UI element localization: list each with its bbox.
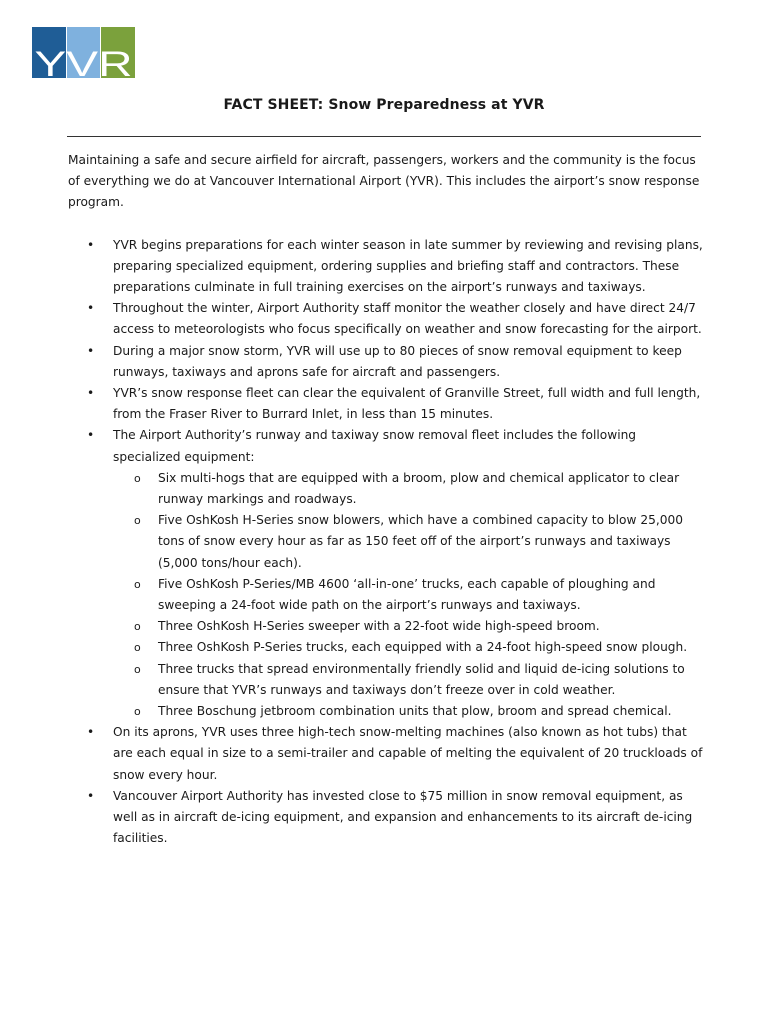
list-item	[68, 235, 704, 299]
sub-list-item	[113, 468, 704, 510]
sub-list-item-text: Three trucks that spread environmentally friendly solid and liquid de-icing solutions to ensure that YVR’s runways and taxiways don’t freeze over in cold weather.	[158, 661, 685, 697]
list-item	[68, 722, 704, 786]
bullet-icon: •	[87, 788, 95, 803]
sub-list-item	[113, 616, 704, 637]
equipment-list	[113, 468, 704, 722]
sub-list-item-text: Three Boschung jetbroom combination units that plow, broom and spread chemical.	[158, 704, 672, 719]
sub-list-item	[113, 574, 704, 616]
fact-sheet-body	[68, 150, 704, 850]
circle-bullet-icon: o	[134, 662, 141, 676]
bullet-icon: •	[87, 428, 95, 443]
circle-bullet-icon: o	[134, 514, 141, 528]
list-item	[68, 786, 704, 850]
circle-bullet-icon: o	[134, 620, 141, 634]
sub-list-item	[113, 701, 704, 722]
list-item-text: YVR begins preparations for each winter season in late summer by reviewing and revising plans, preparing specialized equipment, ordering supplies and briefing staff and contractors. These preparations culminate in full training exercises on the airport’s runways and taxiways.	[113, 237, 703, 295]
list-item-text: On its aprons, YVR uses three high-tech snow-melting machines (also known as hot tubs) that are each equal in size to a semi-trailer and capable of melting the equivalent of 20 truckloads of snow every hour.	[113, 725, 703, 782]
yvr-logo	[32, 27, 135, 78]
circle-bullet-icon: o	[134, 705, 141, 719]
bullet-icon: •	[87, 301, 95, 316]
sub-list-item	[113, 659, 704, 701]
sub-list-item	[113, 637, 704, 658]
fact-list	[68, 235, 704, 850]
list-item-text: YVR’s snow response fleet can clear the equivalent of Granville Street, full width and full length, from the Fraser River to Burrard Inlet, in less than 15 minutes.	[113, 386, 701, 422]
list-item-text: The Airport Authority’s runway and taxiway snow removal fleet includes the following specialized equipment:	[113, 428, 637, 464]
sub-list-item	[113, 510, 704, 574]
list-item-text: During a major snow storm, YVR will use up to 80 pieces of snow removal equipment to keep runways, taxiways and aprons safe for aircraft and passengers.	[113, 343, 682, 379]
sub-list-item-text: Three OshKosh H-Series sweeper with a 22-foot wide high-speed broom.	[158, 619, 600, 634]
svg-text:YVR: YVR	[34, 45, 133, 78]
bullet-icon: •	[87, 343, 95, 358]
list-item	[68, 383, 704, 425]
title-divider	[67, 136, 701, 137]
list-item	[68, 298, 704, 340]
sub-list-item-text: Three OshKosh P-Series trucks, each equipped with a 24-foot high-speed snow plough.	[158, 640, 688, 655]
intro-paragraph: Maintaining a safe and secure airfield for aircraft, passengers, workers and the community is the focus of everything we do at Vancouver International Airport (YVR). This includes the airport’s snow response program.	[68, 153, 700, 210]
sub-list-item-text: Six multi-hogs that are equipped with a broom, plow and chemical applicator to clear runway markings and roadways.	[158, 470, 680, 507]
page-title: FACT SHEET: Snow Preparedness at YVR	[223, 97, 545, 113]
list-item	[68, 425, 704, 722]
circle-bullet-icon: o	[134, 471, 141, 485]
sub-list-item-text: Five OshKosh H-Series snow blowers, which have a combined capacity to blow 25,000 tons of snow every hour as far as 150 feet off of the airport’s runways and taxiways (5,000 tons/hour each).	[158, 513, 683, 570]
sub-list-item-text: Five OshKosh P-Series/MB 4600 ‘all-in-one’ trucks, each capable of ploughing and sweeping a 24-foot wide path on the airport’s runways and taxiways.	[158, 576, 656, 613]
list-item-text: Throughout the winter, Airport Authority staff monitor the weather closely and have direct 24/7 access to meteorologists who focus specifically on weather and snow forecasting for the airport.	[113, 301, 702, 337]
bullet-icon: •	[87, 237, 95, 252]
bullet-icon: •	[87, 386, 95, 401]
list-item-text: Vancouver Airport Authority has invested close to $75 million in snow removal equipment, as well as in aircraft de-icing equipment, and expansion and enhancements to its aircraft de-icing facilities.	[113, 788, 693, 846]
bullet-icon: •	[87, 725, 95, 740]
circle-bullet-icon: o	[134, 641, 141, 655]
circle-bullet-icon: o	[134, 577, 141, 591]
list-item	[68, 341, 704, 383]
